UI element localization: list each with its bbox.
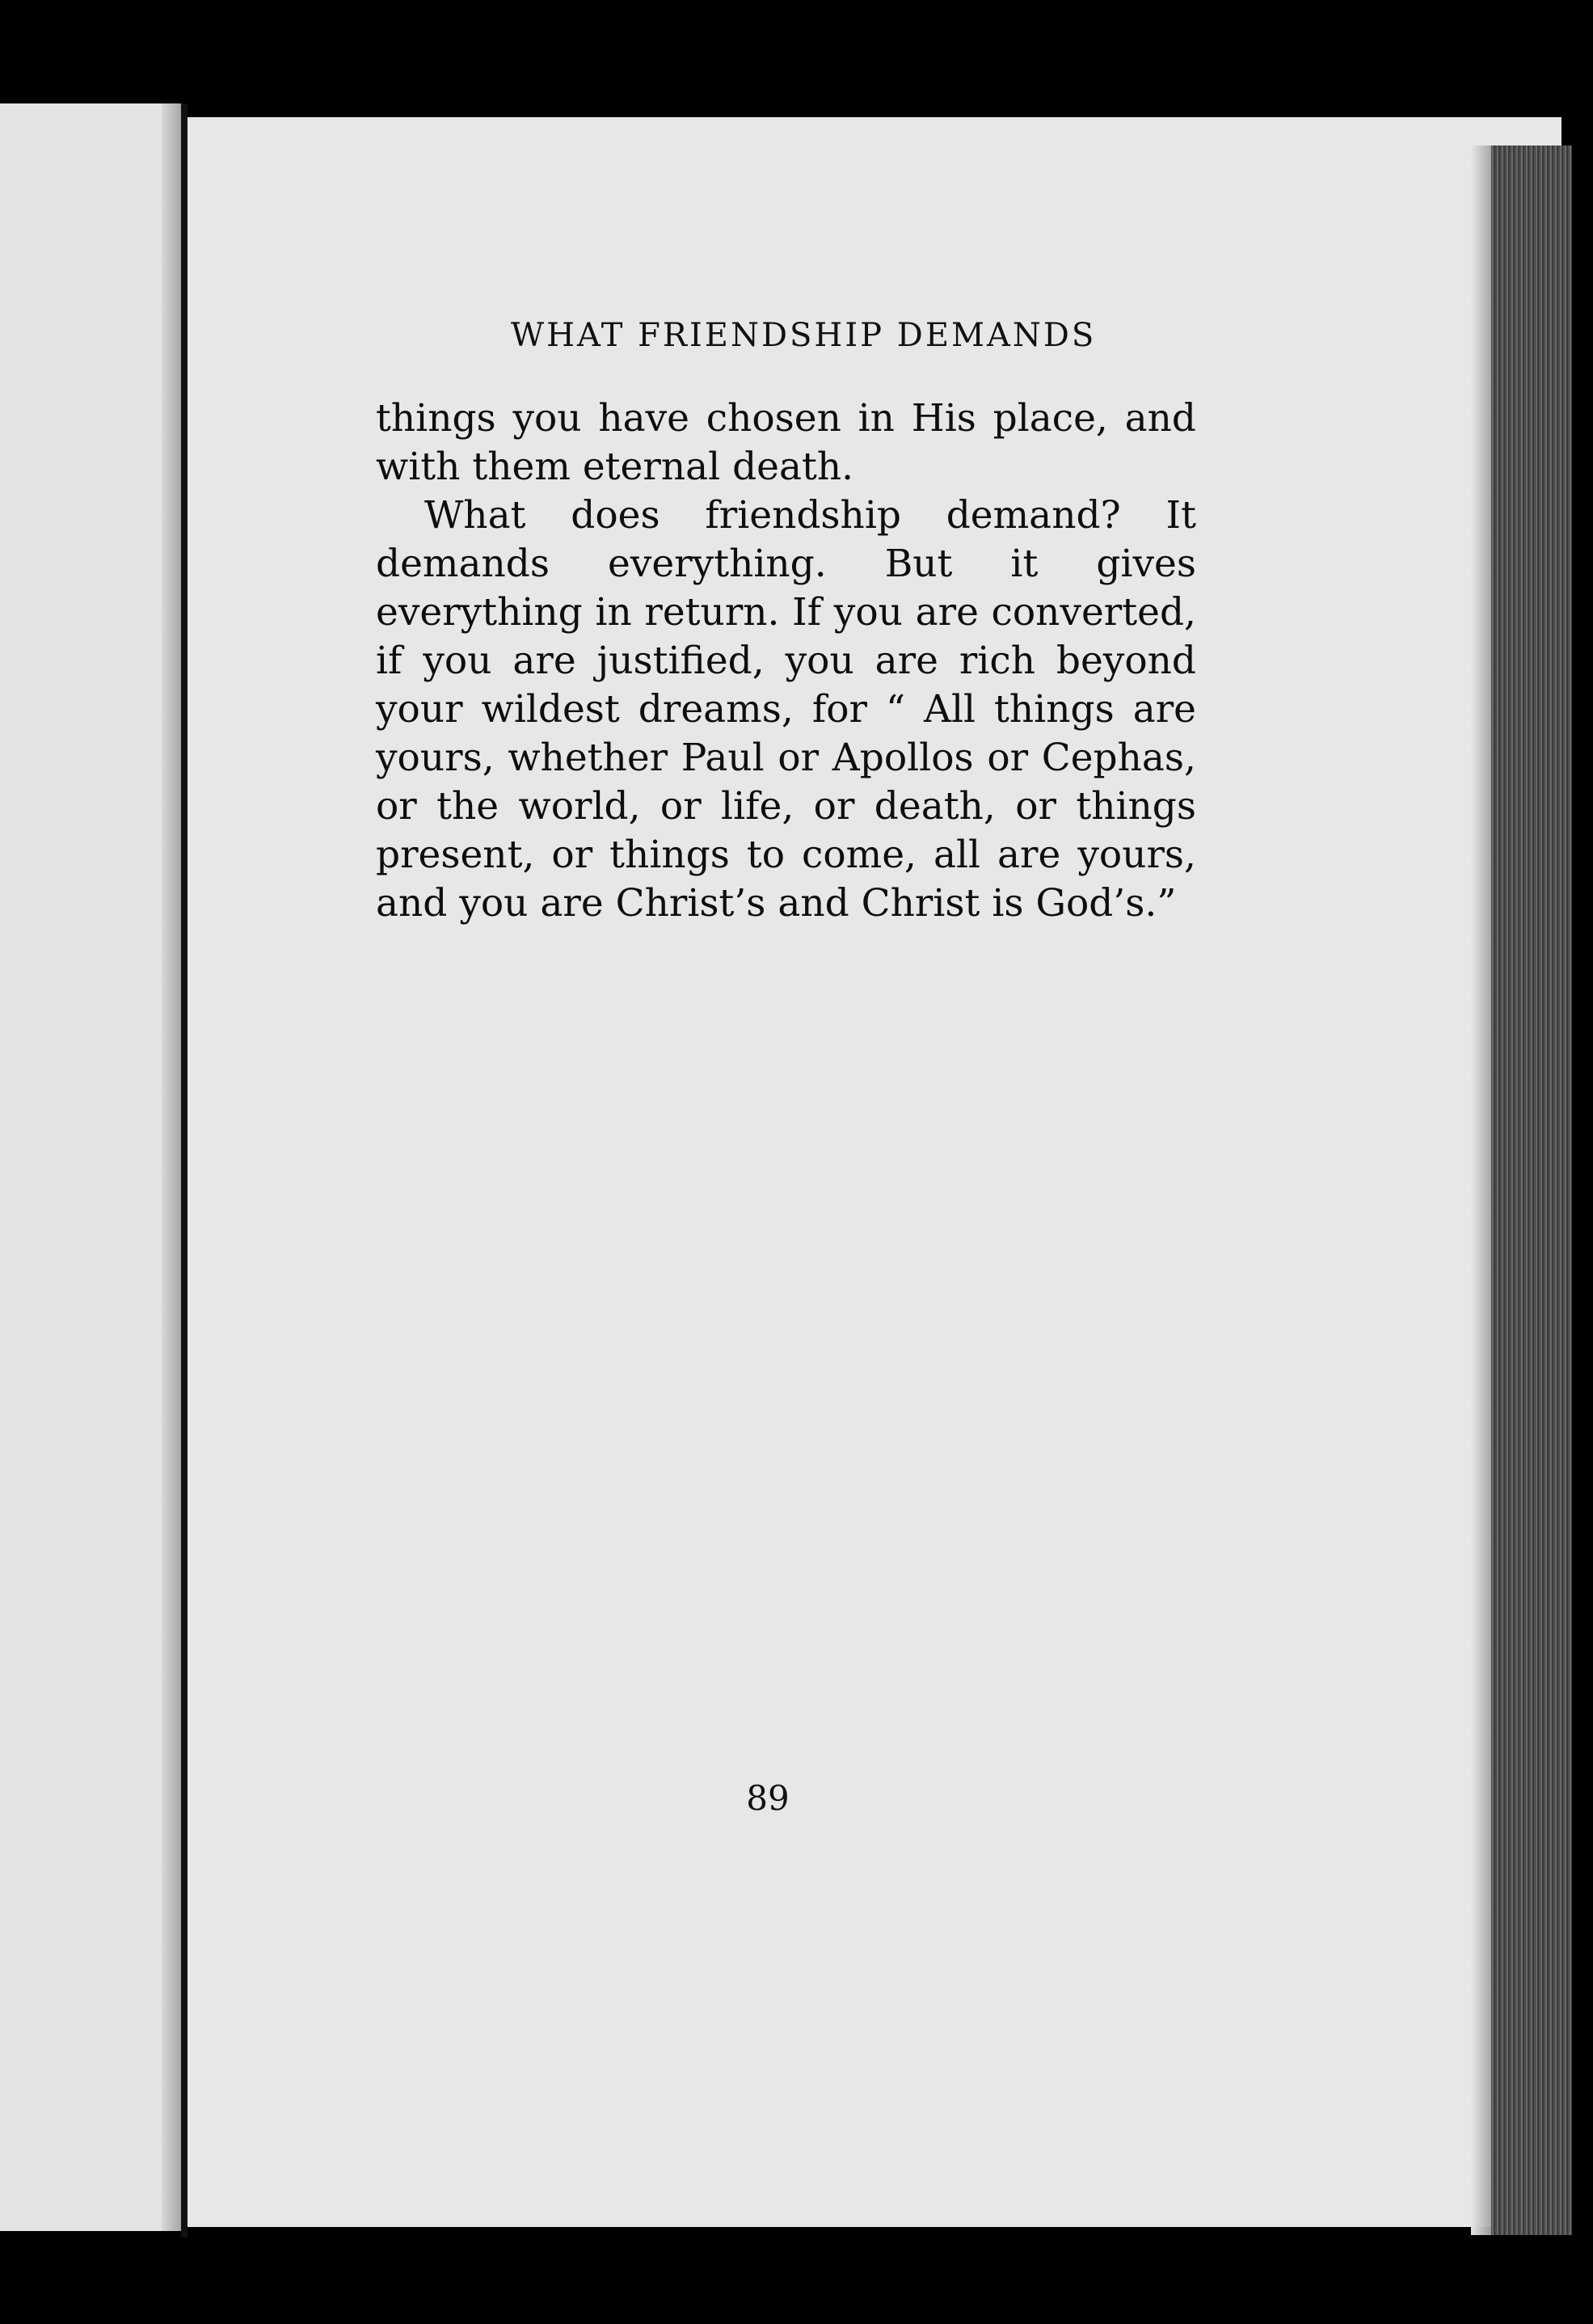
paragraph: What does friendship demand? It demands everything. But it gives everything in return. If you are converted, if you are justified, you are rich beyond your wildest dreams, for “ All things are yours, whether Paul or Apollos or Cephas, or the world, or life, or death, or things present, or things to come, all are yours, and you are Christ’s and Christ is God’s.”: [376, 493, 1196, 926]
page-number: 89: [746, 1778, 790, 1818]
running-head: WHAT FRIENDSHIP DEMANDS: [511, 317, 1097, 354]
paragraph-continuation: things you have chosen in His place, and with them eternal death.: [376, 396, 1196, 489]
previous-page-edge: [0, 103, 183, 2231]
page-block-edge: [1491, 146, 1572, 2235]
body-text: [376, 394, 1196, 928]
book-gutter: [181, 103, 188, 2238]
